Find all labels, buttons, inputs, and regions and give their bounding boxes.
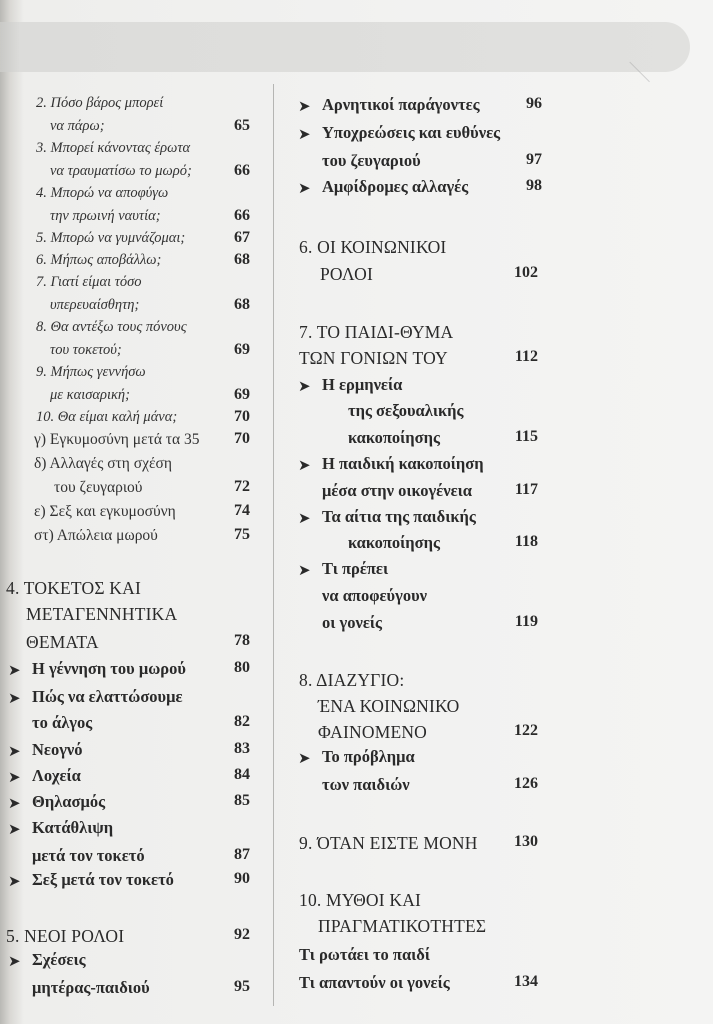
page-number: 96: [526, 95, 542, 112]
toc-line: του τοκετού;: [50, 342, 122, 358]
page-number: 90: [234, 870, 250, 887]
toc-line: να αποφεύγουν: [322, 586, 428, 605]
bullet-arrow-icon: ➤: [8, 822, 21, 838]
page-number: 97: [526, 151, 542, 168]
toc-line: να τραυματίσω το μωρό;: [50, 163, 192, 179]
page-number: 134: [514, 973, 538, 990]
page-number: 117: [514, 481, 538, 498]
column-divider: [273, 84, 274, 1006]
page-number: 82: [234, 713, 250, 730]
toc-line: Πώς να ελαττώσουμε: [32, 687, 183, 706]
chapter-title: 6. ΟΙ ΚΟΙΝΩΝΙΚΟΙ: [299, 237, 447, 257]
chapter-title: 7. ΤΟ ΠΑΙΔΙ-ΘΥΜΑ: [299, 322, 454, 342]
toc-line: την πρωινή ναυτία;: [50, 208, 161, 224]
bullet-arrow-icon: ➤: [8, 691, 21, 707]
page-number: 70: [234, 430, 250, 447]
page-number: 98: [526, 177, 542, 194]
toc-line: να πάρω;: [50, 118, 105, 134]
toc-line: 6. Μήπως αποβάλλω;: [36, 252, 162, 268]
toc-line: Τα αίτια της παιδικής: [322, 507, 476, 526]
page-number: 92: [234, 926, 250, 943]
bullet-arrow-icon: ➤: [298, 127, 311, 143]
chapter-title: ΤΩΝ ΓΟΝΙΩΝ ΤΟΥ: [299, 348, 448, 368]
page-number: 69: [234, 386, 250, 403]
toc-line: 3. Μπορεί κάνοντας έρωτα: [36, 140, 191, 156]
chapter-title: ΦΑΙΝΟΜΕΝΟ: [318, 722, 428, 742]
page-number: 119: [514, 613, 538, 630]
bullet-arrow-icon: ➤: [8, 954, 21, 970]
toc-line: Τι απαντούν οι γονείς: [299, 973, 450, 992]
toc-line: Κατάθλιψη: [32, 818, 114, 837]
toc-line: οι γονείς: [322, 613, 382, 632]
page-number: 87: [234, 846, 250, 863]
toc-line: 2. Πόσο βάρος μπορεί: [36, 95, 164, 111]
toc-line: με καισαρική;: [50, 387, 130, 403]
toc-line: Υποχρεώσεις και ευθύνες: [322, 123, 501, 142]
toc-line: κακοποίησης: [348, 533, 440, 552]
page-number: 112: [514, 348, 538, 365]
page-number: 85: [234, 792, 250, 809]
toc-line: των παιδιών: [322, 775, 410, 794]
toc-line: Η παιδική κακοποίηση: [322, 454, 484, 473]
header-bar: [0, 22, 690, 72]
toc-line: Σχέσεις: [32, 950, 86, 969]
toc-line: γ) Εγκυμοσύνη μετά τα 35: [34, 431, 200, 448]
bullet-arrow-icon: ➤: [298, 563, 311, 579]
page-number: 130: [514, 833, 538, 850]
toc-line: δ) Αλλαγές στη σχέση: [34, 455, 172, 472]
chapter-title: 10. ΜΥΘΟΙ ΚΑΙ: [299, 890, 422, 910]
toc-line: 10. Θα είμαι καλή μάνα;: [36, 409, 178, 425]
page-number: 66: [234, 207, 250, 224]
bullet-arrow-icon: ➤: [298, 181, 311, 197]
page-number: 67: [234, 229, 250, 246]
toc-line: Τι ρωτάει το παιδί: [299, 945, 430, 964]
toc-line: 7. Γιατί είμαι τόσο: [36, 274, 142, 290]
toc-line: Λοχεία: [32, 766, 81, 785]
page-number: 84: [234, 766, 250, 783]
toc-line: 5. Μπορώ να γυμνάζομαι;: [36, 230, 186, 246]
page-number: 95: [234, 978, 250, 995]
chapter-title: 8. ΔΙΑΖΥΓΙΟ:: [299, 670, 405, 690]
bullet-arrow-icon: ➤: [8, 663, 21, 679]
chapter-title: ΠΡΑΓΜΑΤΙΚΟΤΗΤΕΣ: [318, 916, 487, 936]
page-number: 66: [234, 162, 250, 179]
page-number: 70: [234, 408, 250, 425]
page-number: 65: [234, 117, 250, 134]
bullet-arrow-icon: ➤: [298, 511, 311, 527]
chapter-title: ΈΝΑ ΚΟΙΝΩΝΙΚΟ: [318, 696, 460, 716]
toc-line: ε) Σεξ και εγκυμοσύνη: [34, 503, 176, 520]
chapter-title: ΜΕΤΑΓΕΝΝΗΤΙΚΑ: [26, 604, 178, 624]
page-number: 75: [234, 526, 250, 543]
bullet-arrow-icon: ➤: [8, 796, 21, 812]
page-number: 118: [514, 533, 538, 550]
page-number: 122: [514, 722, 538, 739]
chapter-title: ΡΟΛΟΙ: [320, 264, 373, 284]
bullet-arrow-icon: ➤: [298, 751, 311, 767]
chapter-title: 9. ΌΤΑΝ ΕΙΣΤΕ ΜΟΝΗ: [299, 833, 478, 853]
toc-line: Αρνητικοί παράγοντες: [322, 95, 480, 114]
page-curl-mark: [629, 42, 669, 82]
toc-line: μητέρας-παιδιού: [32, 978, 150, 997]
toc-line: 9. Μήπως γεννήσω: [36, 364, 146, 380]
chapter-title: ΘΕΜΑΤΑ: [26, 632, 99, 652]
bullet-arrow-icon: ➤: [298, 458, 311, 474]
toc-line: μετά τον τοκετό: [32, 846, 145, 865]
page-number: 83: [234, 740, 250, 757]
page-number: 80: [234, 659, 250, 676]
page-number: 69: [234, 341, 250, 358]
chapter-title: 4. ΤΟΚΕΤΟΣ ΚΑΙ: [6, 578, 141, 598]
page-number: 72: [234, 478, 250, 495]
toc-line: στ) Απώλεια μωρού: [34, 527, 158, 544]
bullet-arrow-icon: ➤: [8, 874, 21, 890]
page-number: 68: [234, 296, 250, 313]
toc-line: κακοποίησης: [348, 428, 440, 447]
chapter-title: 5. ΝΕΟΙ ΡΟΛΟΙ: [6, 926, 125, 946]
page-number: 102: [514, 264, 538, 281]
page-number: 78: [234, 632, 250, 649]
page-number: 74: [234, 502, 250, 519]
page-number: 126: [514, 775, 538, 792]
toc-line: Η γέννηση του μωρού: [32, 659, 186, 678]
toc-line: του ζευγαριού: [322, 151, 421, 170]
page-number: 115: [514, 428, 538, 445]
toc-line: 8. Θα αντέξω τους πόνους: [36, 319, 187, 335]
toc-line: Τι πρέπει: [322, 559, 389, 578]
bullet-arrow-icon: ➤: [8, 744, 21, 760]
toc-line: Αμφίδρομες αλλαγές: [322, 177, 469, 196]
toc-line: Η ερμηνεία: [322, 375, 403, 394]
bullet-arrow-icon: ➤: [8, 770, 21, 786]
toc-line: το άλγος: [32, 713, 93, 732]
toc-line: 4. Μπορώ να αποφύγω: [36, 185, 169, 201]
toc-line: Το πρόβλημα: [322, 747, 415, 766]
toc-line: υπερευαίσθητη;: [50, 297, 140, 313]
toc-line: Θηλασμός: [32, 792, 106, 811]
toc-line: του ζευγαριού: [54, 479, 143, 496]
page-number: 68: [234, 251, 250, 268]
toc-line: της σεξουαλικής: [348, 401, 464, 420]
toc-line: Σεξ μετά τον τοκετό: [32, 870, 174, 889]
bullet-arrow-icon: ➤: [298, 99, 311, 115]
toc-line: μέσα στην οικογένεια: [322, 481, 472, 500]
bullet-arrow-icon: ➤: [298, 379, 311, 395]
toc-line: Νεογνό: [32, 740, 83, 759]
